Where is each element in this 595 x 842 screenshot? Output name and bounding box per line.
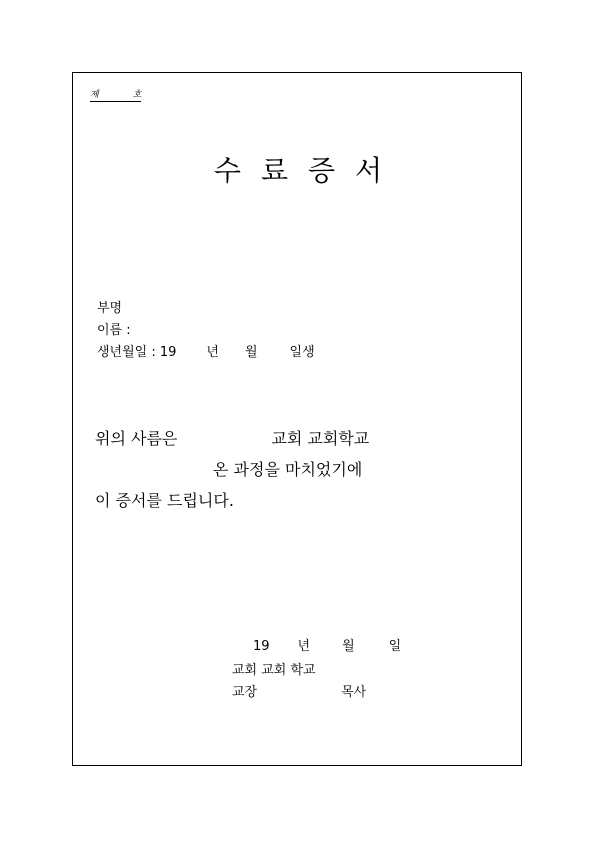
dob-row [97, 345, 315, 361]
dob-month-unit: 월 [244, 345, 258, 360]
certificate-frame [72, 72, 522, 766]
footer-date-day: 일 [388, 639, 402, 654]
body-line-1-start: 위의 사름은 [95, 429, 178, 448]
footer-signature-row [232, 685, 366, 701]
footer-organization: 교회 교회 학교 [232, 663, 316, 678]
footer-date-month: 월 [342, 639, 355, 654]
footer-pastor: 목사 [341, 685, 367, 700]
footer-date-year-unit: 년 [297, 639, 311, 654]
dept-label: 부명 [97, 301, 123, 316]
body-line-1 [95, 429, 369, 449]
dob-day-unit: 일생 [289, 345, 315, 360]
certificate-title: 수료증서 [213, 154, 403, 187]
certificate-number-label [90, 89, 141, 102]
footer-principal: 교장 [232, 685, 258, 700]
number-suffix: 호 [132, 90, 142, 100]
body-line-2: 온 과정을 마치었기에 [213, 460, 363, 479]
body-line-3: 이 증서를 드립니다. [95, 491, 234, 510]
dob-year-unit: 년 [206, 345, 219, 360]
body-line-1-end: 교회 교회학교 [271, 429, 370, 448]
dob-label: 생년월일 : 19 [97, 345, 177, 360]
name-label: 이름 : [97, 323, 131, 338]
footer-date-year: 19 [253, 639, 270, 654]
footer-date [253, 639, 401, 655]
number-prefix: 제 [90, 90, 99, 100]
